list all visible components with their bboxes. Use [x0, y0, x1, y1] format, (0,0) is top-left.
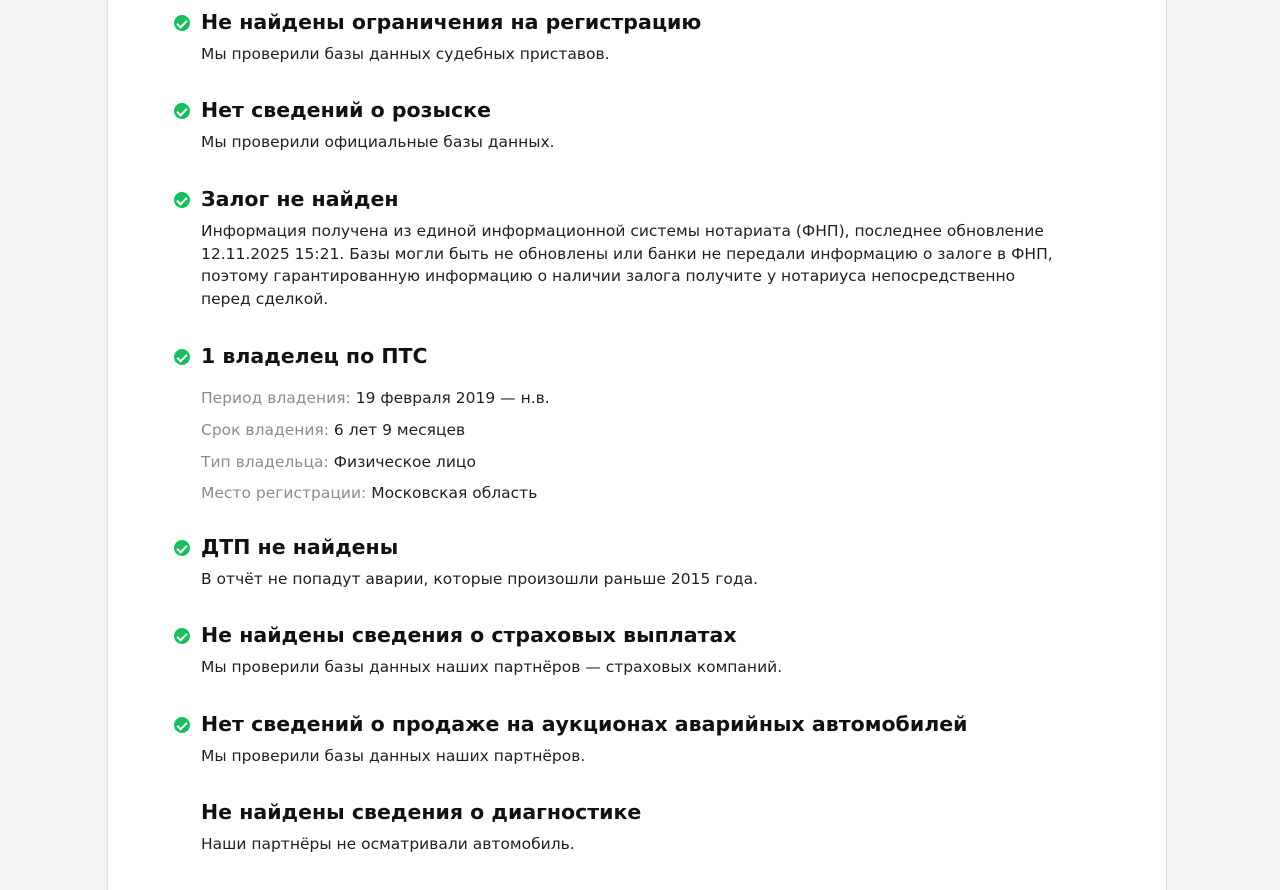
check-title: Нет сведений о розыске	[201, 98, 491, 122]
check-circle-icon	[174, 540, 190, 556]
owner-period	[201, 387, 1074, 409]
check-title: Не найдены сведения о диагностике	[201, 800, 642, 824]
check-circle-icon	[174, 15, 190, 31]
owner-type	[201, 451, 1074, 473]
check-title: Не найдены сведения о страховых выплатах	[201, 623, 737, 647]
check-auctions	[174, 711, 1074, 768]
check-insurance-payments	[174, 622, 1074, 679]
check-title: Не найдены ограничения на регистрацию	[201, 10, 702, 34]
check-registration-restrictions	[174, 9, 1074, 66]
check-circle-icon	[174, 717, 190, 733]
report-card	[107, 0, 1167, 890]
owner-term-value: 6 лет 9 месяцев	[333, 421, 466, 439]
check-description: Информация получена из единой информационной системы нотариата (ФНП), последнее обновление 12.11.2025 15:21. Базы могли быть не обновлены или банки не передали информацию о залоге в ФНП, поэтому гарантированную информацию о наличии залога получите у нотариуса непосредственно перед сделкой.	[201, 222, 1053, 308]
owner-period-value: 19 февраля 2019 — н.в.	[355, 389, 550, 407]
owner-term	[201, 419, 1074, 441]
owner-type-value: Физическое лицо	[333, 452, 476, 471]
owner-place-value: Московская область	[371, 483, 538, 502]
check-circle-icon	[174, 628, 190, 644]
check-circle-icon	[174, 192, 190, 208]
owner-place	[201, 482, 1074, 504]
check-accidents	[174, 534, 1074, 591]
check-title: 1 владелец по ПТС	[201, 344, 428, 368]
check-diagnostics	[174, 799, 1074, 856]
check-title: ДТП не найдены	[201, 535, 399, 559]
check-owners	[174, 343, 1074, 504]
check-circle-icon	[174, 103, 190, 119]
check-description: Мы проверили базы данных судебных приставов.	[201, 45, 610, 63]
check-description: Мы проверили базы данных наших партнёров — страховых компаний.	[201, 658, 783, 676]
check-wanted	[174, 97, 1074, 154]
owner-place-label: Место регистрации:	[201, 483, 367, 502]
check-description: В отчёт не попадут аварии, которые произошли раньше 2015 года.	[201, 570, 759, 588]
check-description: Мы проверили базы данных наших партнёров.	[201, 747, 586, 765]
check-description: Мы проверили официальные базы данных.	[201, 133, 555, 151]
check-title: Залог не найден	[201, 187, 399, 211]
check-title: Нет сведений о продаже на аукционах аварийных автомобилей	[201, 712, 968, 736]
check-pledge	[174, 186, 1074, 310]
owner-term-label: Срок владения:	[201, 421, 329, 439]
check-circle-icon	[174, 349, 190, 365]
check-description: Наши партнёры не осматривали автомобиль.	[201, 835, 575, 853]
owner-type-label: Тип владельца:	[201, 452, 329, 471]
owner-period-label: Период владения:	[201, 389, 351, 407]
